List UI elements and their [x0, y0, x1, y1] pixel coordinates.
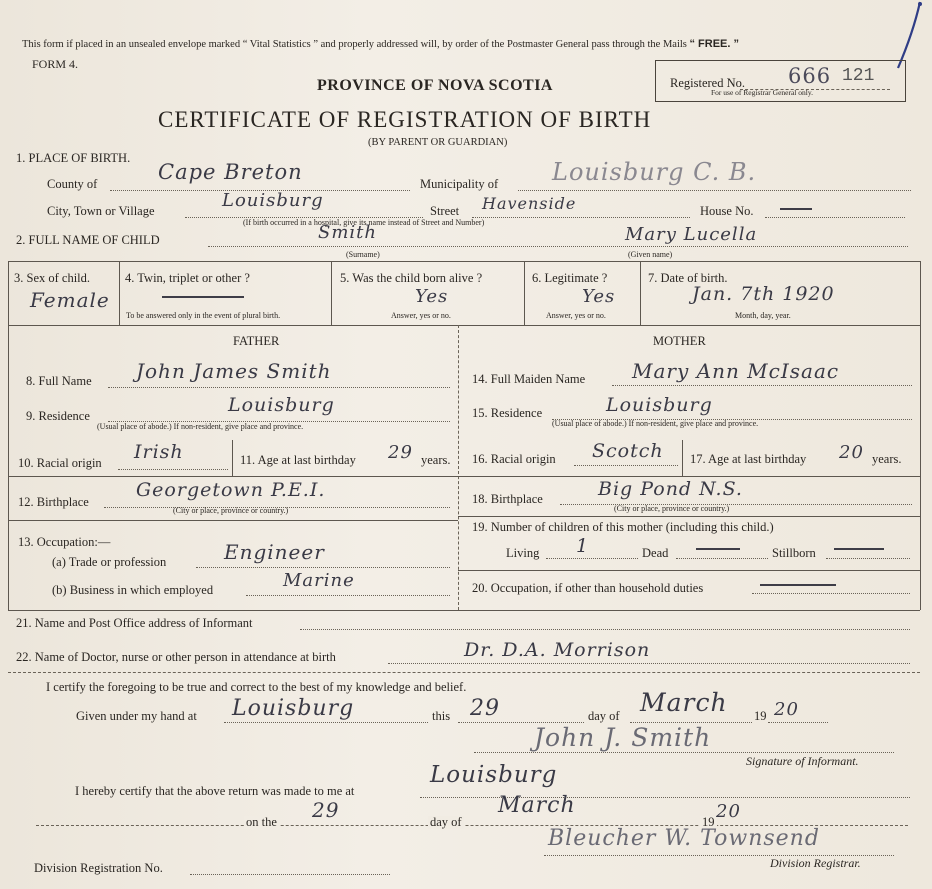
registrar-year-value: 20	[716, 801, 741, 822]
day-of-label: day of	[588, 709, 620, 723]
mother-racial-label: 16. Racial origin	[472, 452, 556, 466]
informant-label: 21. Name and Post Office address of Informant	[16, 616, 253, 630]
father-name-label: 8. Full Name	[26, 374, 92, 388]
registrar-text: I hereby certify that the above return was made to me at	[75, 784, 355, 798]
stillborn-label: Stillborn	[772, 546, 816, 560]
father-racial-value: Irish	[134, 441, 184, 463]
date-note: Month, day, year.	[735, 311, 791, 320]
certify-year-value: 20	[774, 699, 799, 720]
division-registrar-label: Division Registrar.	[770, 856, 861, 870]
sex-value: Female	[30, 288, 110, 312]
father-residence-value: Louisburg	[228, 394, 335, 416]
surname-note: (Surname)	[346, 250, 380, 259]
given-name-note: (Given name)	[628, 250, 673, 259]
certify-month-value: March	[640, 688, 728, 717]
date-value: Jan. 7th 1920	[692, 283, 835, 305]
twin-label: 4. Twin, triplet or other ?	[125, 271, 250, 285]
registrar-day-value: 29	[312, 798, 340, 822]
mother-years: years.	[872, 452, 902, 466]
registered-stamp: 121	[842, 66, 875, 86]
city-label: City, Town or Village	[47, 204, 155, 218]
father-years: years.	[421, 453, 451, 467]
free-label: “ FREE. ”	[689, 38, 740, 50]
doctor-label: 22. Name of Doctor, nurse or other person in attendance at birth	[16, 650, 336, 664]
form-number: FORM 4.	[32, 57, 79, 71]
this-label: this	[432, 709, 451, 723]
mother-name-value: Mary Ann McIsaac	[632, 359, 840, 383]
trade-label: (a) Trade or profession	[52, 555, 167, 569]
registrar-month-value: March	[498, 793, 576, 818]
alive-note: Answer, yes or no.	[391, 311, 451, 320]
father-name-value: John James Smith	[136, 359, 332, 383]
house-label: House No.	[700, 204, 754, 218]
given-place-value: Louisburg	[232, 696, 355, 721]
father-age-value: 29	[388, 442, 413, 463]
certify-text: I certify the foregoing to be true and correct to the best of my knowledge and belief.	[46, 680, 467, 694]
mother-residence-label: 15. Residence	[472, 406, 543, 420]
mother-birthplace-label: 18. Birthplace	[472, 492, 543, 506]
registrar-day-of-label: day of	[430, 815, 462, 829]
registered-value: 666	[788, 64, 832, 88]
registrar-year-prefix: 19	[702, 815, 715, 829]
trade-value: Engineer	[224, 540, 325, 564]
child-name-label: 2. FULL NAME OF CHILD	[16, 233, 160, 247]
father-birthplace-note: (City or place, province or country.)	[173, 506, 289, 515]
father-birthplace-value: Georgetown P.E.I.	[136, 479, 326, 501]
street-label: Street	[430, 204, 460, 218]
twin-note: To be answered only in the event of plural birth.	[126, 311, 281, 320]
living-value: 1	[576, 535, 590, 557]
legitimate-note: Answer, yes or no.	[546, 311, 606, 320]
registered-label: Registered No.	[670, 76, 745, 90]
child-surname-value: Smith	[318, 222, 377, 243]
date-label: 7. Date of birth.	[648, 271, 728, 285]
county-value: Cape Breton	[158, 160, 303, 184]
municipality-value: Louisburg C. B.	[552, 158, 757, 186]
on-the-label: on the	[246, 815, 277, 829]
mother-birthplace-note: (City or place, province or country.)	[614, 504, 730, 513]
sex-label: 3. Sex of child.	[14, 271, 91, 285]
father-residence-label: 9. Residence	[26, 409, 90, 423]
mother-occupation-label: 20. Occupation, if other than household duties	[472, 581, 704, 595]
living-label: Living	[506, 546, 540, 560]
given-label: Given under my hand at	[76, 709, 197, 723]
father-age-label: 11. Age at last birthday	[240, 453, 356, 467]
mother-name-label: 14. Full Maiden Name	[472, 372, 586, 386]
registered-box	[655, 60, 906, 102]
mother-age-label: 17. Age at last birthday	[690, 452, 807, 466]
registrar-signature: Bleucher W. Townsend	[548, 826, 820, 851]
street-value: Havenside	[482, 194, 577, 213]
mother-heading: MOTHER	[653, 334, 706, 348]
business-label: (b) Business in which employed	[52, 583, 214, 597]
certificate-title: CERTIFICATE OF REGISTRATION OF BIRTH	[158, 107, 652, 132]
father-birthplace-label: 12. Birthplace	[18, 495, 89, 509]
father-racial-label: 10. Racial origin	[18, 456, 102, 470]
registrar-place-value: Louisburg	[430, 762, 558, 788]
father-heading: FATHER	[233, 334, 280, 348]
hospital-note: (If birth occurred in a hospital, give its name instead of Street and Number)	[243, 218, 485, 227]
county-label: County of	[47, 177, 98, 191]
legitimate-label: 6. Legitimate ?	[532, 271, 608, 285]
municipality-label: Municipality of	[420, 177, 499, 191]
mother-residence-note: (Usual place of abode.) If non-resident, give place and province.	[552, 419, 759, 428]
city-value: Louisburg	[222, 190, 324, 211]
doctor-value: Dr. D.A. Morrison	[464, 639, 651, 661]
business-value: Marine	[283, 570, 355, 591]
division-registration-label: Division Registration No.	[34, 861, 163, 875]
province-heading: PROVINCE OF NOVA SCOTIA	[317, 77, 553, 94]
certificate-subtitle: (BY PARENT OR GUARDIAN)	[368, 137, 508, 148]
occupation-label: 13. Occupation:—	[18, 535, 111, 549]
postal-notice: This form if placed in an unsealed envelope marked “ Vital Statistics ” and properly addressed will, by order of the Postmaster General pass through the Mails “ FREE. ”	[22, 38, 740, 50]
mother-racial-value: Scotch	[592, 440, 664, 462]
mother-residence-value: Louisburg	[606, 394, 713, 416]
alive-label: 5. Was the child born alive ?	[340, 271, 483, 285]
child-given-value: Mary Lucella	[625, 224, 758, 245]
alive-value: Yes	[415, 286, 449, 307]
father-residence-note: (Usual place of abode.) If non-resident, give place and province.	[97, 422, 304, 431]
signature-informant-label: Signature of Informant.	[746, 754, 859, 768]
mother-age-value: 20	[839, 442, 864, 463]
children-label: 19. Number of children of this mother (including this child.)	[472, 520, 774, 534]
certify-day-value: 29	[470, 696, 500, 721]
place-heading: 1. PLACE OF BIRTH.	[16, 151, 131, 165]
legitimate-value: Yes	[582, 286, 616, 307]
dead-label: Dead	[642, 546, 669, 560]
registrar-use-note: For use of Registrar General only.	[711, 88, 813, 97]
informant-signature: John J. Smith	[534, 723, 712, 752]
mother-birthplace-value: Big Pond N.S.	[598, 478, 743, 500]
year-prefix: 19	[754, 709, 767, 723]
